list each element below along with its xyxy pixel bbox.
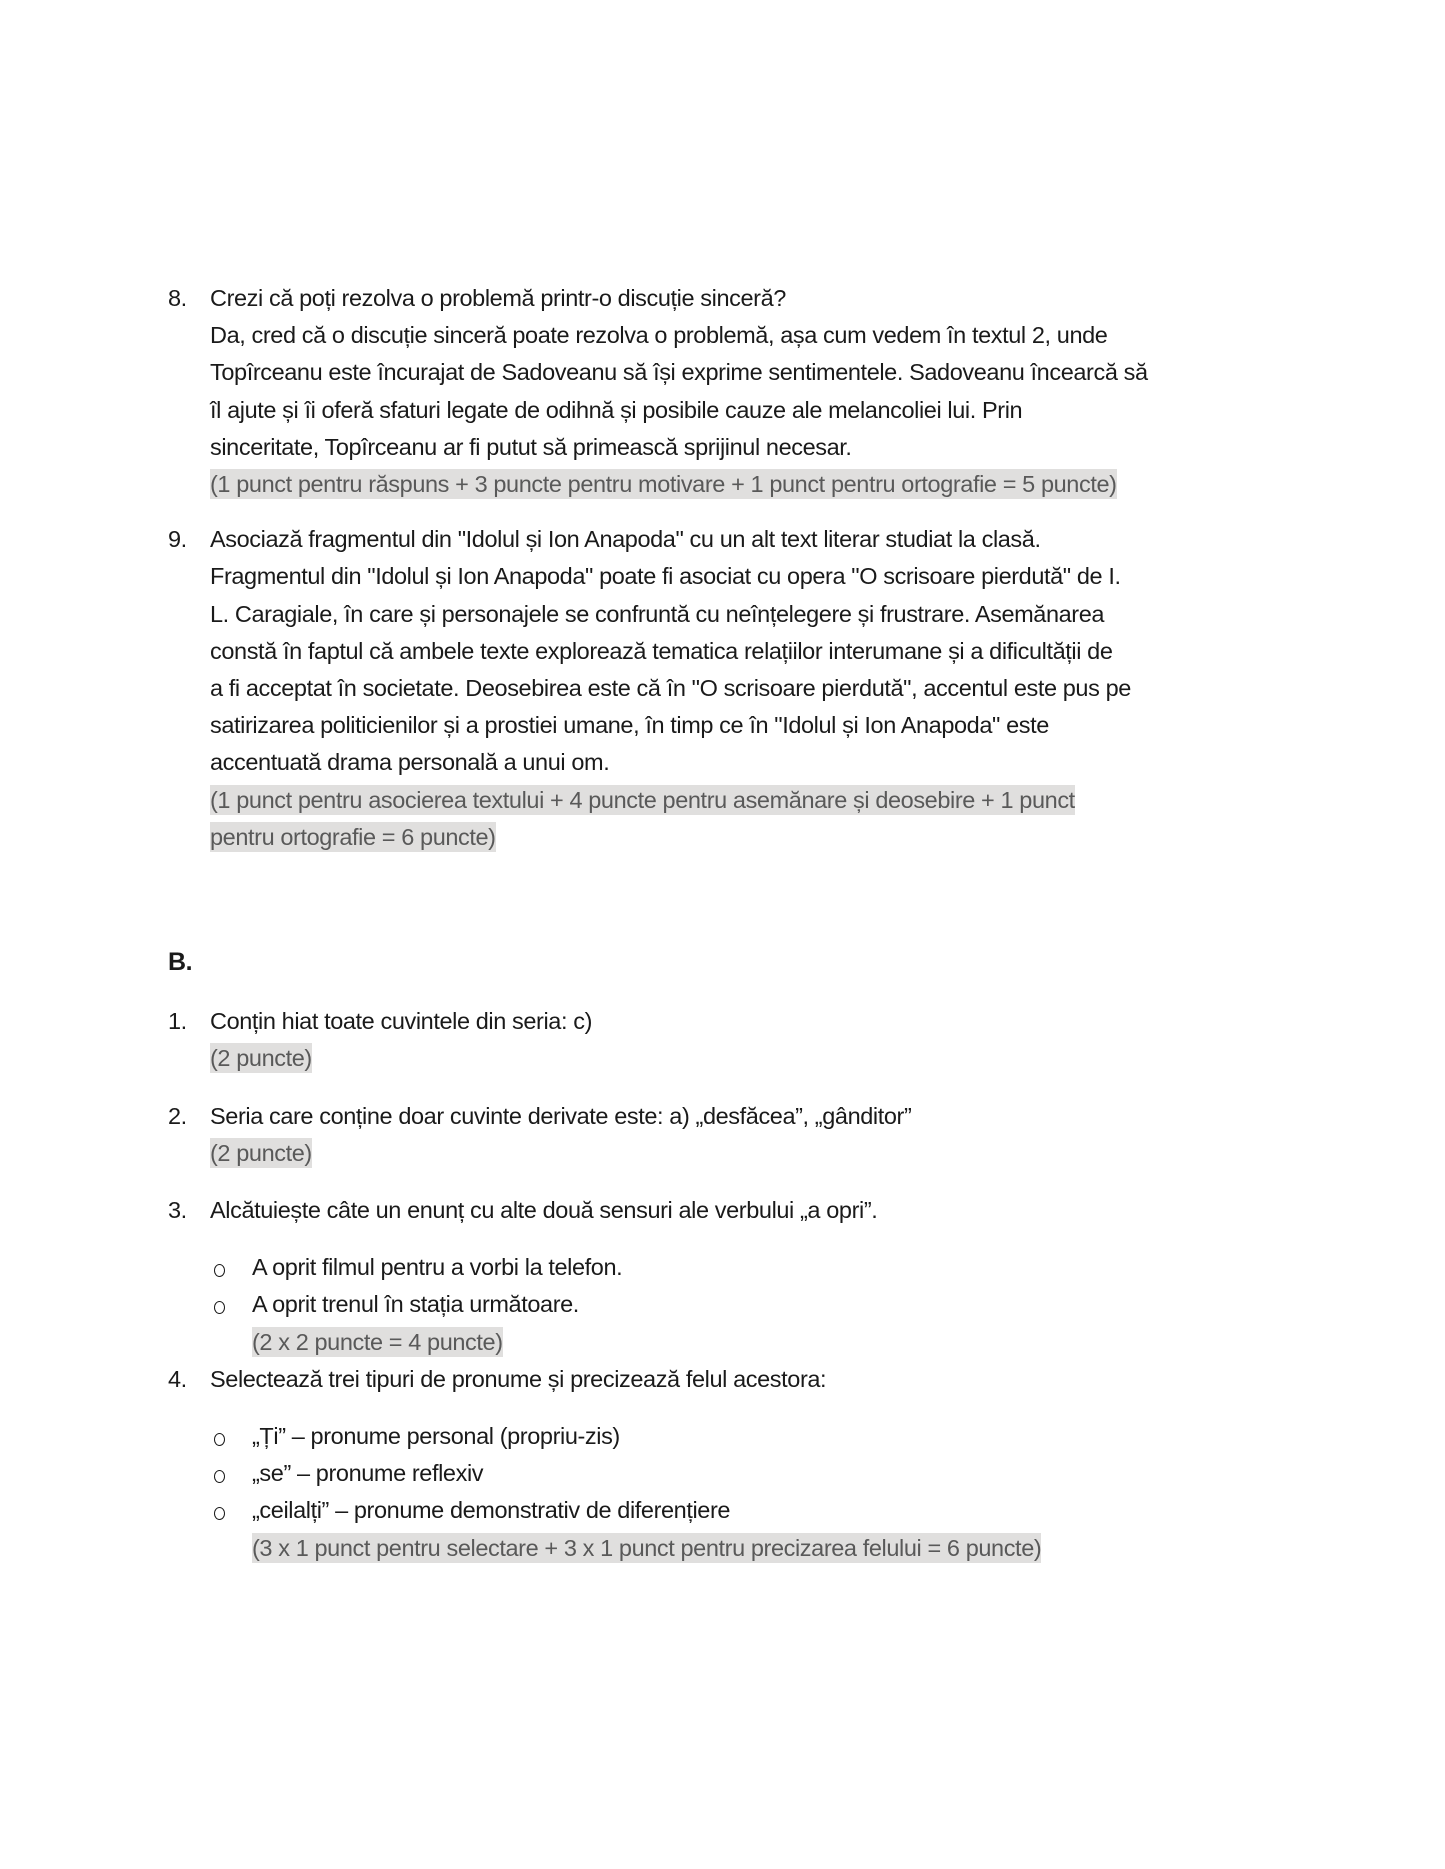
hollow-circle-bullet-icon <box>214 1249 225 1286</box>
item-number: 2. <box>168 1102 187 1129</box>
score-note: (3 x 1 punct pentru selectare + 3 x 1 punct pentru precizarea felului = 6 puncte) <box>252 1534 1042 1561</box>
answer-line: satirizarea politicienilor și a prostiei umane, în timp ce în "Idolul și Ion Anapoda" este <box>210 712 1049 739</box>
exercise-item-3 <box>168 1192 1278 1229</box>
question-text: Asociază fragmentul din "Idolul și Ion Anapoda" cu un alt text literar studiat la clasă. <box>210 526 1041 553</box>
bullet-text: A oprit filmul pentru a vorbi la telefon. <box>252 1254 623 1281</box>
item-number: 8. <box>168 285 187 311</box>
score-note: (1 punct pentru răspuns + 3 puncte pentru motivare + 1 punct pentru ortografie = 5 puncte) <box>210 471 1117 498</box>
answer-line: accentuată drama personală a unui om. <box>210 749 610 776</box>
answer-line: Da, cred că o discuție sinceră poate rezolva o problemă, așa cum vedem în textul 2, unde <box>210 322 1108 349</box>
answer-line: Topîrceanu este încurajat de Sadoveanu să își exprime sentimentele. Sadoveanu încearcă să <box>210 359 1148 386</box>
exercise-item-4 <box>168 1361 1278 1398</box>
exercise-item-2 <box>168 1098 1278 1172</box>
answer-bullet <box>210 1455 1278 1492</box>
answer-bullet <box>210 1492 1278 1566</box>
exercise-4-answers <box>168 1418 1278 1567</box>
answer-line: sinceritate, Topîrceanu ar fi putut să primească sprijinul necesar. <box>210 433 852 460</box>
answer-line: Fragmentul din "Idolul și Ion Anapoda" poate fi asociat cu opera "O scrisoare pierdută" de I. <box>210 563 1121 590</box>
answer-line: constă în faptul că ambele texte explorează tematica relațiilor interumane și a dificultății de <box>210 637 1113 664</box>
hollow-circle-bullet-icon <box>214 1492 225 1529</box>
document-content <box>168 280 1278 1567</box>
item-number: 9. <box>168 526 187 553</box>
exercise-item-1 <box>168 1003 1278 1077</box>
section-title-b: B. <box>168 948 193 977</box>
question-text: Crezi că poți rezolva o problemă printr-o discuție sinceră? <box>210 285 786 311</box>
exercise-3-answers <box>168 1249 1278 1361</box>
answer-bullet <box>210 1286 1278 1360</box>
item-number: 1. <box>168 1008 187 1035</box>
score-note: (2 puncte) <box>210 1139 312 1166</box>
hollow-circle-bullet-icon <box>214 1286 225 1323</box>
score-note: pentru ortografie = 6 puncte) <box>210 823 496 850</box>
hollow-circle-bullet-icon <box>214 1418 225 1455</box>
bullet-text: A oprit trenul în stația următoare. <box>252 1291 579 1318</box>
answer-line: L. Caragiale, în care și personajele se confruntă cu neînțelegere și frustrare. Asemănarea <box>210 600 1105 627</box>
bullet-text: „se” – pronume reflexiv <box>252 1460 484 1487</box>
question-item-8 <box>168 280 1278 503</box>
answer-bullet <box>210 1249 1278 1286</box>
score-note: (1 punct pentru asocierea textului + 4 puncte pentru asemănare și deosebire + 1 punct <box>210 786 1075 813</box>
item-number: 4. <box>168 1365 187 1392</box>
bullet-text: „Ți” – pronume personal (propriu-zis) <box>252 1423 620 1450</box>
score-note: (2 x 2 puncte = 4 puncte) <box>252 1328 503 1355</box>
exercise-text: Selectează trei tipuri de pronume și precizează felul acestora: <box>210 1365 827 1392</box>
exercise-text: Alcătuiește câte un enunț cu alte două sensuri ale verbului „a opri”. <box>210 1197 878 1224</box>
score-note: (2 puncte) <box>210 1045 312 1072</box>
answer-line: a fi acceptat în societate. Deosebirea este că în "O scrisoare pierdută", accentul este pus pe <box>210 675 1131 702</box>
exercise-text: Conțin hiat toate cuvintele din seria: c) <box>210 1008 593 1035</box>
hollow-circle-bullet-icon <box>214 1455 225 1492</box>
answer-bullet <box>210 1418 1278 1455</box>
exercise-text: Seria care conține doar cuvinte derivate este: a) „desfăcea”, „gânditor” <box>210 1102 912 1129</box>
answer-line: îl ajute și îi oferă sfaturi legate de odihnă și posibile cauze ale melancoliei lui. Prin <box>210 396 1023 423</box>
bullet-text: „ceilalți” – pronume demonstrativ de diferențiere <box>252 1497 731 1524</box>
question-item-9 <box>168 521 1278 856</box>
item-number: 3. <box>168 1197 187 1224</box>
